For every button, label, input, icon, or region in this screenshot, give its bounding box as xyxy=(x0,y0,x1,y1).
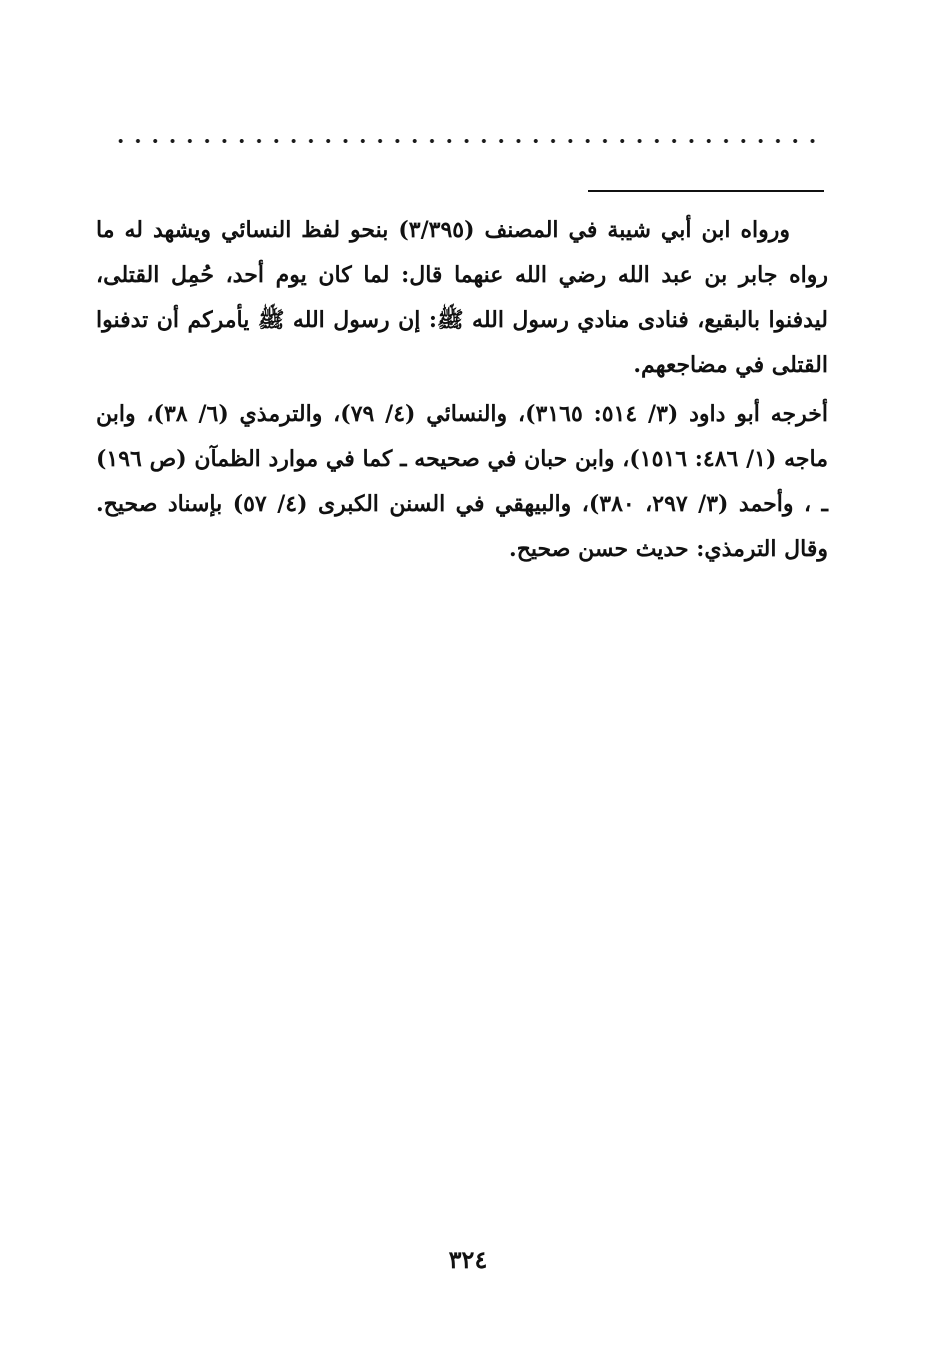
dotted-separator xyxy=(112,136,822,146)
footnote-text xyxy=(96,208,828,572)
page-number: ٣٢٤ xyxy=(448,1245,488,1274)
footnote-rule xyxy=(588,190,824,192)
footnote-paragraph: ورواه ابن أبي شيبة في المصنف (٣/٣٩٥) بنحو لفظ النسائي ويشهد له ما رواه جابر بن عبد الله رضي الله عنهما قال: لما كان يوم أحد، حُمِل القتلى، ليدفنوا بالبقيع، فنادى منادي رسول الله ﷺ: إن رسول الله ﷺ يأمركم أن تدفنوا القتلى في مضاجعهم. xyxy=(96,217,828,378)
takhrij-paragraph: أخرجه أبو داود (٣/ ٥١٤: ٣١٦٥)، والنسائي (٤/ ٧٩)، والترمذي (٦/ ٣٨)، وابن ماجه (١/ ٤٨٦: ١٥١٦)، وابن حبان في صحيحه ـ كما في موارد الظمآن (ص ١٩٦) ـ ، وأحمد (٣/ ٢٩٧، ٣٨٠)، والبيهقي في السنن الكبرى (٤/ ٥٧) بإسناد صحيح. وقال الترمذي: حديث حسن صحيح. xyxy=(96,401,828,562)
